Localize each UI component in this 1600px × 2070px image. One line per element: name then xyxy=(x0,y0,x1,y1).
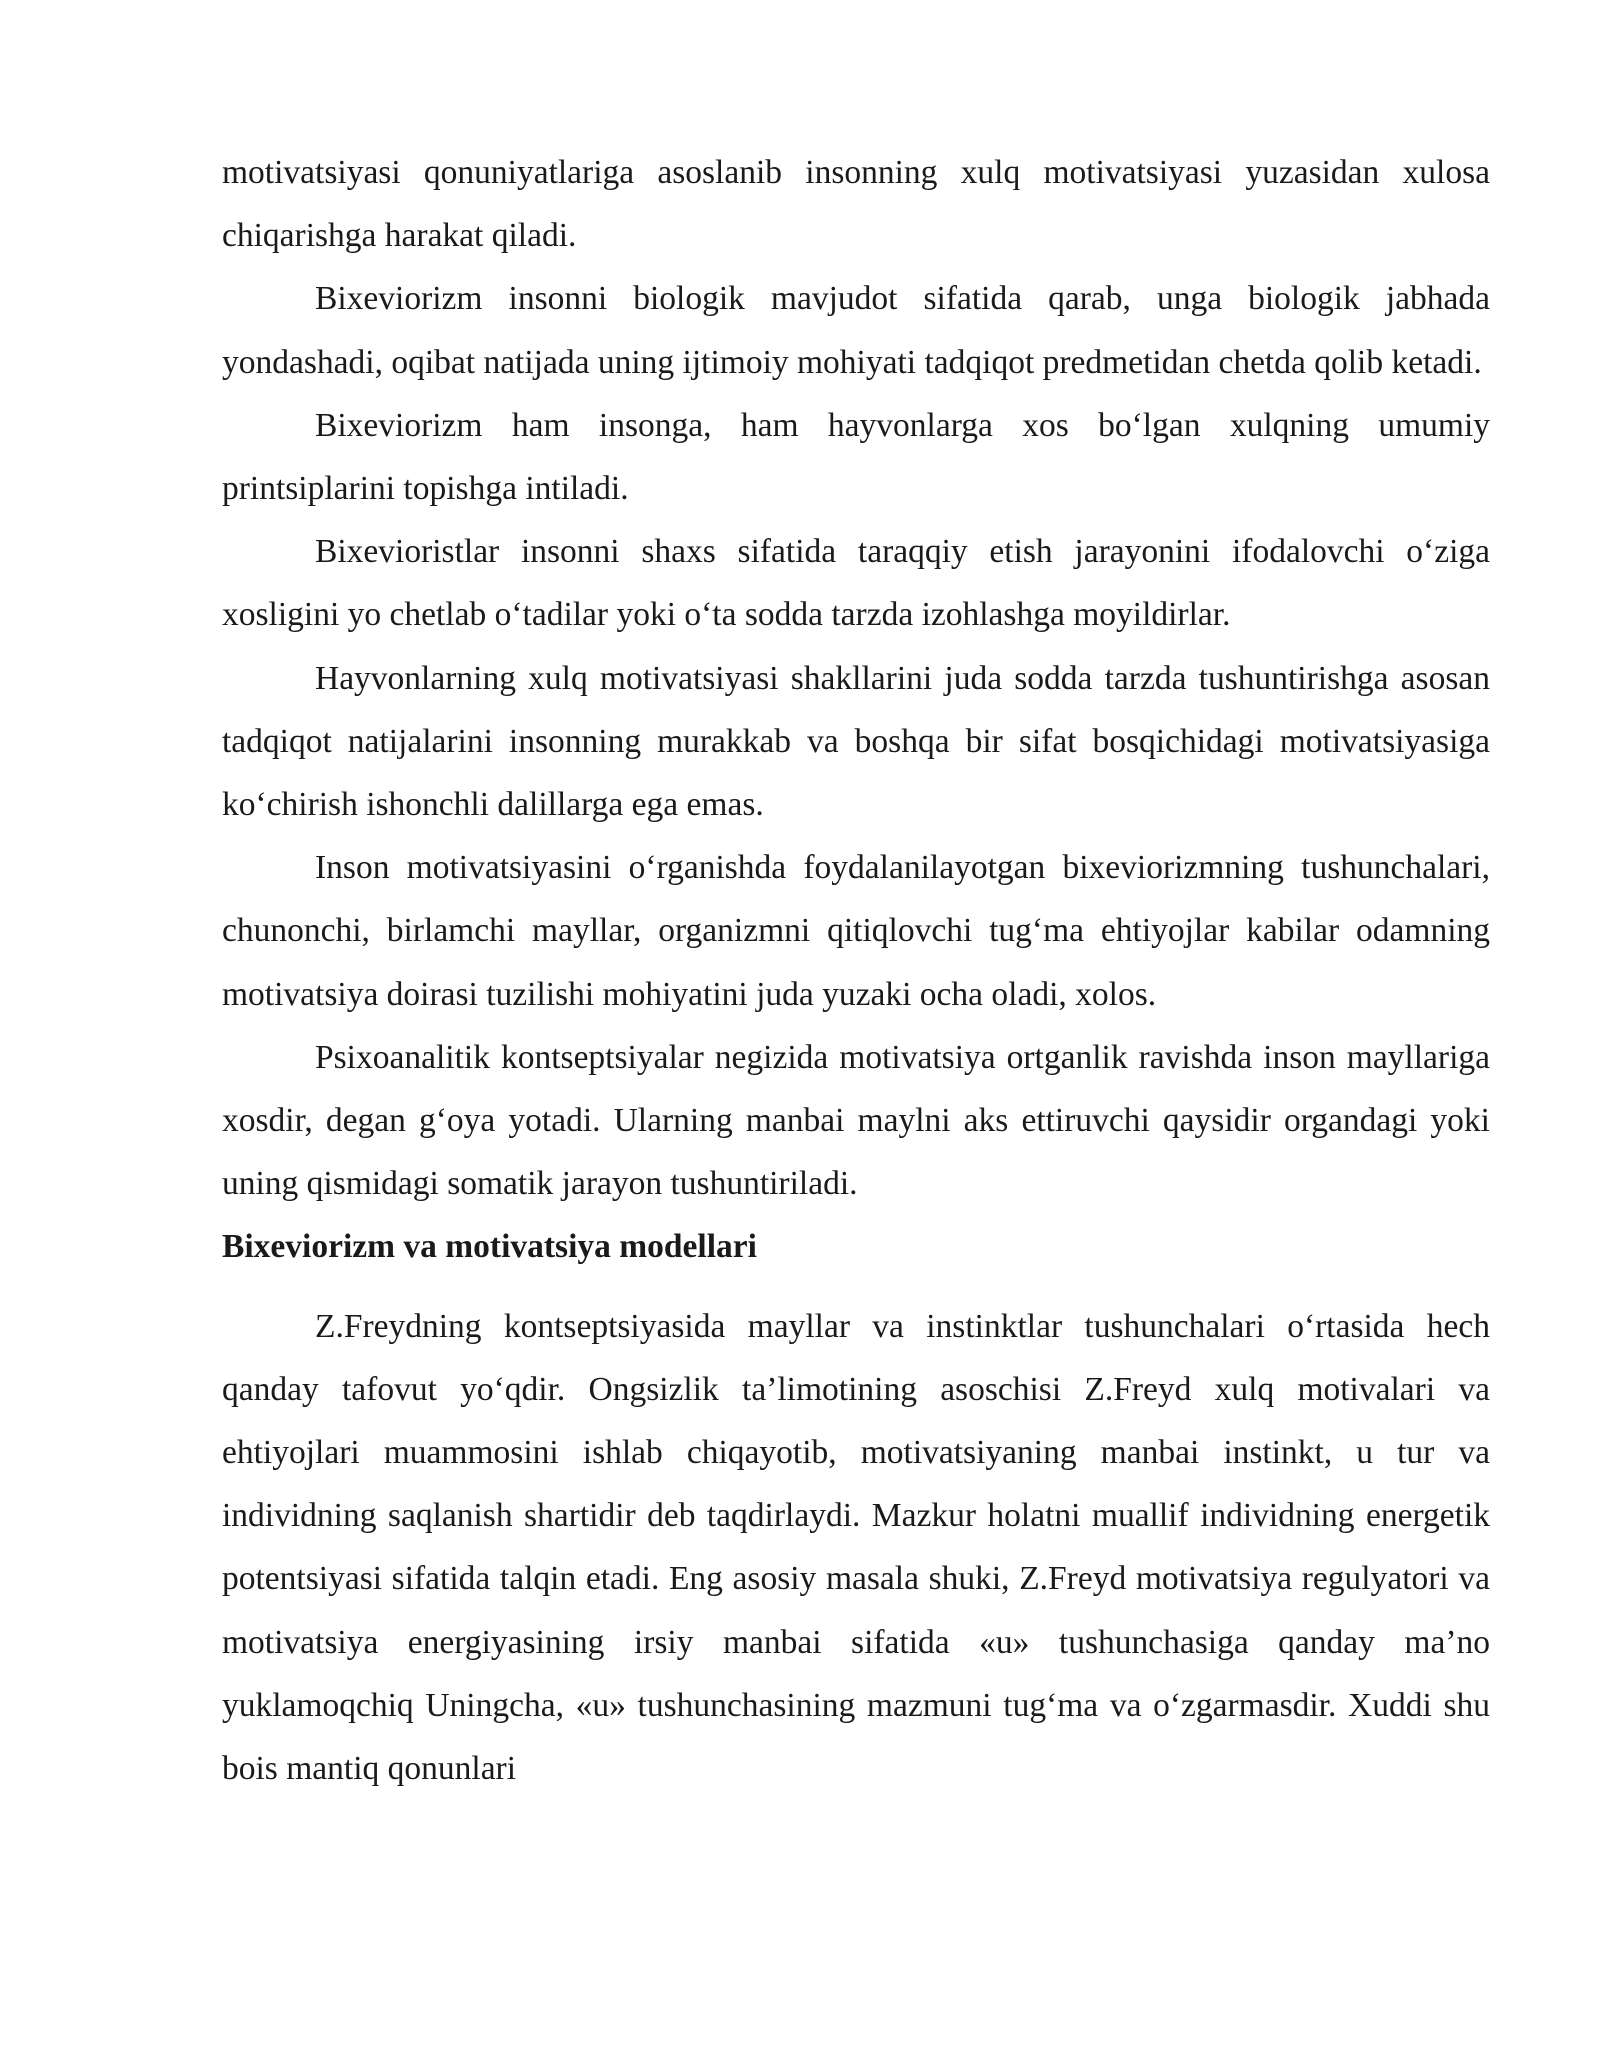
paragraph-bixeviorizm-umumiy: Bixeviorizm ham insonga, ham hayvonlarga xos bo‘lgan xulqning umumiy printsiplarini topishga intiladi. xyxy=(222,406,1490,508)
paragraph-freyd: Z.Freydning kontseptsiyasida mayllar va instinktlar tushunchalari o‘rtasida hech qanday tafovut yo‘qdir. Ongsizlik ta’limotining asoschisi Z.Freyd xulq motivalari va ehtiyojlari muammosini ishlab chiqayotib, motivatsiyaning manbai instinkt, u tur va individning saqlanish shartidir deb taqdirlaydi. Mazkur holatni muallif individning energetik potentsiyasi sifatida talqin etadi. Eng asosiy masala shuki, Z.Freyd motivatsiya regulyatori va motivatsiya energiyasining irsiy manbai sifatida «u» tushunchasiga qanday ma’no yuklamoqchiq Uningcha, «u» tushunchasining mazmuni tug‘ma va o‘zgarmasdir. Xuddi shu bois mantiq qonunlari xyxy=(222,1307,1490,1788)
paragraph-hayvonlarning: Hayvonlarning xulq motivatsiyasi shakllarini juda sodda tarzda tushuntirishga asosan tadqiqot natijalarini insonning murakkab va boshqa bir sifat bosqichidagi motivatsiyasiga ko‘chirish ishonchli dalillarga ega emas. xyxy=(222,659,1490,824)
paragraph-bixeviorizm-biologik: Bixeviorizm insonni biologik mavjudot sifatida qarab, unga biologik jabhada yondashadi, oqibat natijada uning ijtimoiy mohiyati tadqiqot predmetidan chetda qolib ketadi. xyxy=(222,280,1490,381)
paragraph-continuation: motivatsiyasi qonuniyatlariga asoslanib insonning xulq motivatsiyasi yuzasidan xulosa chiqarishga harakat qiladi. xyxy=(222,154,1490,255)
section-heading: Bixeviorizm va motivatsiya modellari xyxy=(222,1228,757,1266)
paragraph-inson-motivatsiyasi: Inson motivatsiyasini o‘rganishda foydalanilayotgan bixeviorizmning tushunchalari, chunonchi, birlamchi mayllar, organizmni qitiqlovchi tug‘ma ehtiyojlar kabilar odamning motivatsiya doirasi tuzilishi mohiyatini juda yuzaki ocha oladi, xolos. xyxy=(222,849,1490,1013)
document-body xyxy=(222,141,1490,1800)
paragraph-psixoanalitik: Psixoanalitik kontseptsiyalar negizida motivatsiya ortganlik ravishda inson mayllariga xosdir, degan g‘oya yotadi. Ularning manbai maylni aks ettiruvchi qaysidir organdagi yoki uning qismidagi somatik jarayon tushuntiriladi. xyxy=(222,1038,1490,1203)
paragraph-bixevioristlar: Bixevioristlar insonni shaxs sifatida taraqqiy etish jarayonini ifodalovchi o‘ziga xosligini yo chetlab o‘tadilar yoki o‘ta sodda tarzda izohlashga moyildirlar. xyxy=(222,533,1490,634)
